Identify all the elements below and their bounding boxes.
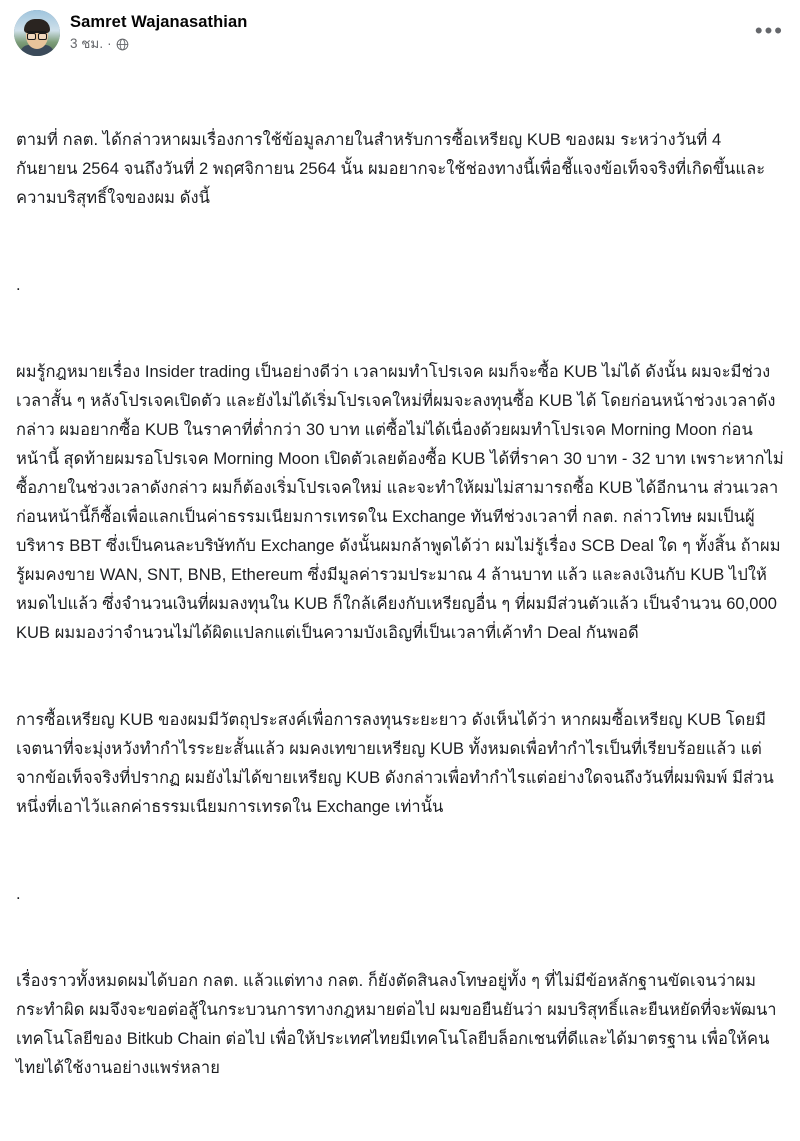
meta-separator: · <box>107 36 112 51</box>
post-options-menu-icon[interactable]: ••• <box>754 18 784 43</box>
post-timestamp[interactable]: 3 ชม. <box>70 36 104 51</box>
avatar[interactable] <box>14 10 60 56</box>
avatar-glasses <box>27 31 47 39</box>
post-paragraph-2: . <box>16 276 21 294</box>
post-text <box>16 68 784 1141</box>
post-body <box>0 60 800 1141</box>
post-paragraph-3: ผมรู้กฎหมายเรื่อง Insider trading เป็นอย่างดีว่า เวลาผมทำโปรเจค ผมก็จะซื้อ KUB ไม่ได้ ดังนั้น ผมจะมีช่วงเวลาสั้น ๆ หลังโปรเจคเปิดตัว และยังไม่ได้เริ่มโปรเจคใหม่ที่ผมจะลงทุนซื้อ KUB ได้ โดยก่อนหน้าช่วงเวลาดังกล่าว ผมอยากซื้อ KUB ในราคาที่ต่ำกว่า 30 บาท แต่ซื้อไม่ได้เนื่องด้วยผมทำโปรเจค Morning Moon ก่อนหน้านี้ สุดท้ายผมรอโปรเจค Morning Moon เปิดตัวเลยต้องซื้อ KUB ได้ที่ราคา 30 บาท - 32 บาท เพราะหากไม่ซื้อภายในช่วงเวลาดังกล่าว ผมก็ต้องเริ่มโปรเจคใหม่ และจะทำให้ผมไม่สามารถซื้อ KUB ได้อีกนาน ส่วนเวลาก่อนหน้านี้ก็ซื้อเพื่อแลกเป็นค่าธรรมเนียมการเทรดใน Exchange ทันทีช่วงเวลาที่ กลต. กล่าวโทษ ผมเป็นผู้บริหาร BBT ซึ่งเป็นคนละบริษัทกับ Exchange ดังนั้นผมกล้าพูดได้ว่า ผมไม่รู้เรื่อง SCB Deal ใด ๆ ทั้งสิ้น ถ้าผมรู้ผมคงขาย WAN, SNT, BNB, Ethereum ซึ่งมีมูลค่ารวมประมาณ 4 ล้านบาท แล้ว และลงเงินกับ KUB ไปให้หมดไปแล้ว ซึ่งจำนวนเงินที่ผมลงทุนใน KUB ก็ใกล้เคียงกับเหรียญอื่น ๆ ที่ผมมีส่วนตัวแล้ว เป็นจำนวน 60,000 KUB ผมมองว่าจำนวนไม่ได้ผิดแปลกแต่เป็นความบังเอิญที่เป็นเวลาที่เค้าทำ Deal กันพอดี <box>16 363 784 642</box>
post-paragraph-1: ตามที่ กลต. ได้กล่าวหาผมเรื่องการใช้ข้อมูลภายในสำหรับการซื้อเหรียญ KUB ของผม ระหว่างวันที่ 4 กันยายน 2564 จนถึงวันที่ 2 พฤศจิกายน 2564 นั้น ผมอยากจะใช้ช่องทางนี้เพื่อชี้แจงข้อเท็จจริงที่เกิดขึ้นและความบริสุทธิ์ใจของผม ดังนี้ <box>16 131 766 207</box>
author-name[interactable]: Samret Wajanasathian <box>70 13 248 31</box>
post-paragraph-4: การซื้อเหรียญ KUB ของผมมีวัตถุประสงค์เพื่อการลงทุนระยะยาว ดังเห็นได้ว่า หากผมซื้อเหรียญ KUB โดยมีเจตนาที่จะมุ่งหวังทำกำไรระยะสั้นแล้ว ผมคงเทขายเหรียญ KUB ทั้งหมดเพื่อทำกำไรเป็นที่เรียบร้อยแล้ว แต่จากข้อเท็จจริงที่ปรากฏ ผมยังไม่ได้ขายเหรียญ KUB ดังกล่าวเพื่อทำกำไรแต่อย่างใดจนถึงวันที่ผมพิมพ์ มีส่วนหนึ่งที่เอาไว้แลกค่าธรรมเนียมการเทรดใน Exchange เท่านั้น <box>16 711 774 816</box>
post-paragraph-6: เรื่องราวทั้งหมดผมได้บอก กลต. แล้วแต่ทาง กลต. ก็ยังตัดสินลงโทษอยู่ทั้ง ๆ ที่ไม่มีข้อหลักฐานขัดเจนว่าผมกระทำผิด ผมจึงจะขอต่อสู้ในกระบวนการทางกฎหมายต่อไป ผมขอยืนยันว่า ผมบริสุทธิ์และยืนหยัดที่จะพัฒนาเทคโนโลยีของ Bitkub Chain ต่อไป เพื่อให้ประเทศไทยมีเทคโนโลยีบล็อกเชนที่ดีและได้มาตรฐาน เพื่อให้คนไทยได้ใช้งานอย่างแพร่หลาย <box>16 972 777 1077</box>
post-header-text <box>70 10 247 52</box>
post-header <box>0 0 800 60</box>
post-meta <box>70 36 247 52</box>
globe-icon[interactable] <box>116 38 129 51</box>
post-paragraph-5: . <box>16 885 21 903</box>
